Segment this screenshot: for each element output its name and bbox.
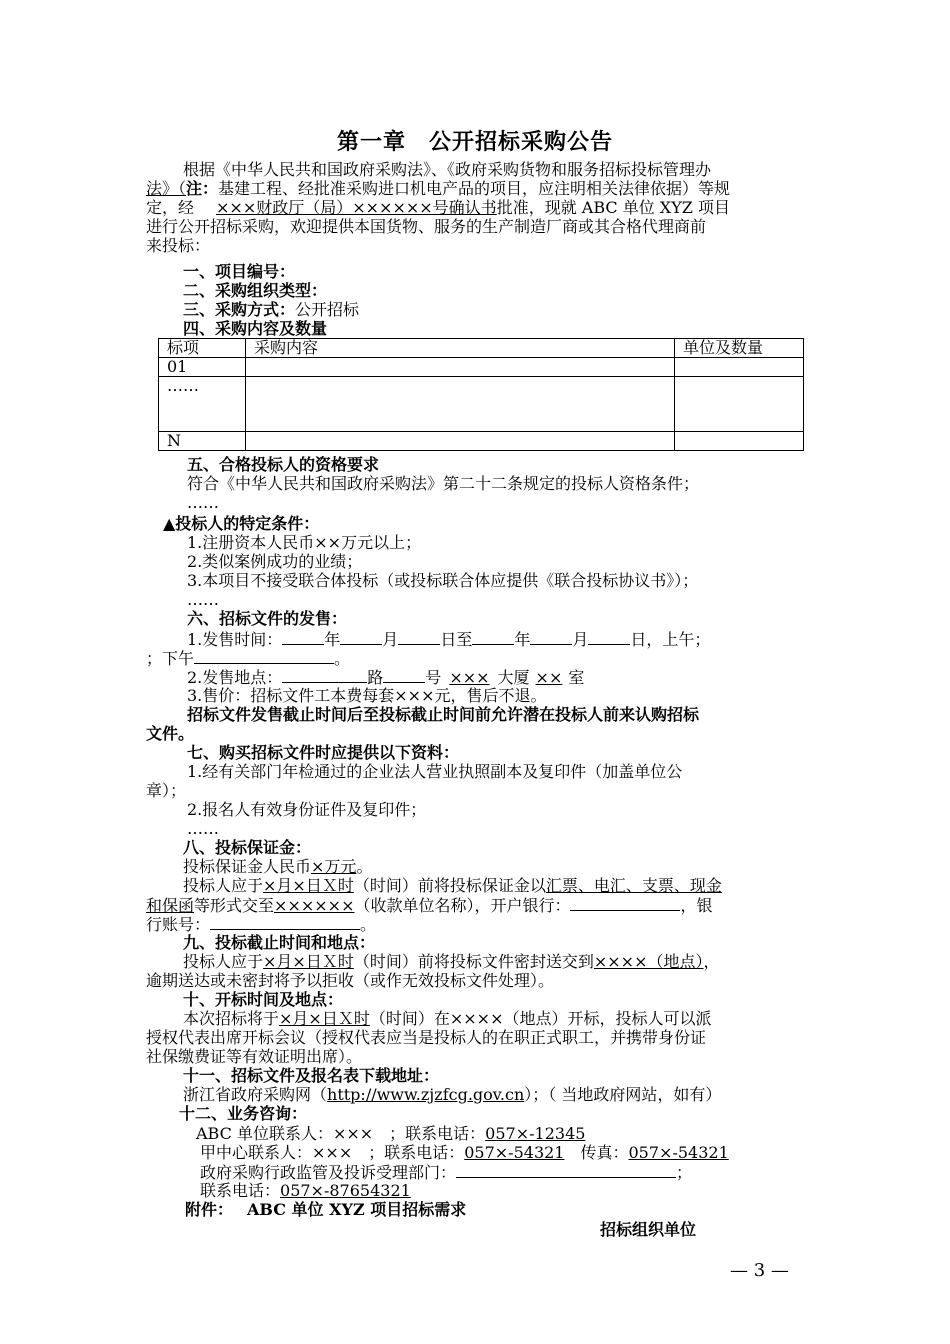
table-cell — [675, 377, 804, 432]
opening-text: 本次招标将于 — [183, 1009, 280, 1028]
address-unit: 路 — [367, 668, 384, 687]
bond-line-2 — [183, 876, 722, 895]
section-project-number: 一、项目编号： — [183, 262, 296, 281]
deadline-line-2: 逾期送达或未密封将予以拒收（或作无效投标文件处理）。 — [146, 971, 555, 990]
table-cell — [246, 377, 675, 432]
page-number: — 3 — — [730, 1260, 789, 1281]
table-cell — [246, 358, 675, 377]
address-value: ××× — [449, 668, 490, 687]
table-row — [159, 432, 804, 451]
table-cell: …… — [159, 377, 246, 432]
intro-line-4: 进行公开招标采购，欢迎提供本国货物、服务的生产制造厂商或其合格代理商前 — [146, 217, 707, 236]
material-item: 1.经有关部门年检通过的企业法人营业执照副本及复印件（加盖单位公 — [187, 762, 683, 781]
intro-text: 批准，现就 ABC 单位 XYZ 项目 — [496, 198, 730, 217]
table-row — [159, 377, 804, 432]
contact-text: 政府采购行政监管及投诉受理部门： — [200, 1163, 457, 1182]
opening-line-3: 社保缴费证等有效证明出席）。 — [146, 1047, 363, 1066]
chapter-title: 第一章 公开招标采购公告 — [336, 130, 613, 155]
law-name: 法》（ — [146, 179, 187, 198]
sale-time-line — [187, 629, 710, 649]
section-business-inquiry: 十二、业务咨询： — [179, 1104, 308, 1123]
date-unit: 日至 — [440, 630, 473, 649]
method-value: 公开招标 — [295, 300, 360, 319]
blank-field — [194, 648, 334, 664]
date-unit: 月 — [572, 630, 589, 649]
blank-field — [456, 1162, 676, 1178]
deadline-text: （时间）前将投标文件密封送交到 — [353, 952, 594, 971]
punctuation: 。 — [356, 857, 373, 876]
bond-text: 投标保证金人民币 — [183, 857, 312, 876]
bond-text: 投标人应于 — [183, 876, 264, 895]
phone-number: 057×-54321 — [464, 1143, 565, 1162]
date-unit: 月 — [382, 630, 399, 649]
table-header: 采购内容 — [246, 339, 675, 358]
download-line — [183, 1085, 721, 1104]
sale-time-line-2 — [146, 648, 350, 668]
download-text: ）；（ 当地政府网站，如有） — [524, 1085, 722, 1104]
blank-field — [340, 629, 382, 645]
material-ellipsis: …… — [187, 819, 219, 838]
contact-text: 联系电话： — [200, 1181, 281, 1200]
table-row — [159, 358, 804, 377]
special-condition: 1.注册资本人民币××万元以上； — [187, 533, 422, 552]
intro-line-3 — [146, 198, 730, 217]
material-item: 2.报名人有效身份证件及复印件； — [187, 800, 427, 819]
items-table — [158, 338, 804, 451]
approval-document: ×××财政厅（局）××××××号确认书 — [216, 198, 497, 217]
method-label: 三、采购方式： — [183, 300, 296, 319]
table-cell: 01 — [159, 358, 246, 377]
punctuation: 。 — [334, 649, 351, 668]
note-text: 基建工程、经批准采购进口机电产品的项目，应注明相关法律依据）等规 — [218, 179, 731, 198]
payment-methods: 汇票、电汇、支票、现金 — [545, 876, 722, 895]
contact-line-4 — [200, 1181, 411, 1200]
blank-field — [282, 667, 367, 683]
intro-line-1: 根据《中华人民共和国政府采购法》、《政府采购货物和服务招标投标管理办 — [183, 160, 712, 179]
bond-text: （收款单位名称），开户银行： — [354, 896, 571, 915]
table-header: 标项 — [159, 339, 246, 358]
section-document-sale: 六、招标文件的发售： — [187, 609, 348, 628]
payee-name: ×××××× — [274, 896, 355, 915]
sale-price-line: 3.售价：招标文件工本费每套×××元，售后不退。 — [187, 686, 547, 705]
section-bid-deadline: 九、投标截止时间和地点： — [183, 933, 376, 952]
opening-text: （时间）在××××（地点）开标，投标人可以派 — [369, 1009, 712, 1028]
intro-text: 定，经 — [146, 198, 195, 217]
intro-line-2 — [146, 179, 730, 198]
date-unit: 年 — [514, 630, 531, 649]
note-label: 注： — [186, 179, 219, 198]
table-cell — [246, 432, 675, 451]
section-content-quantity: 四、采购内容及数量 — [183, 319, 328, 338]
sale-location-line — [187, 667, 584, 687]
blank-field — [472, 629, 514, 645]
blank-field — [210, 914, 360, 930]
date-unit: 年 — [324, 630, 341, 649]
bond-line-3 — [146, 895, 713, 915]
punctuation: 。 — [360, 915, 377, 934]
address-value: ×× — [535, 668, 563, 687]
table-header: 单位及数量 — [675, 339, 804, 358]
contact-line-2 — [200, 1143, 729, 1162]
sale-note-line-1: 招标文件发售截止时间后至投标截止时间前允许潜在投标人前来认购招标 — [187, 705, 700, 724]
special-conditions-title: ▲投标人的特定条件： — [163, 514, 320, 533]
deadline-text: 投标人应于 — [183, 952, 264, 971]
special-condition: 3.本项目不接受联合体投标（或投标联合体应提供《联合投标协议书》）； — [187, 571, 699, 590]
contact-text: 传真： — [564, 1143, 629, 1162]
bond-text: ，银 — [680, 896, 713, 915]
signature: 招标组织单位 — [600, 1220, 697, 1239]
opening-line-2: 授权代表出席开标会议（授权代表应当是投标人的在职正式职工，并携带身份证 — [146, 1028, 707, 1047]
bond-text: （时间）前将投标保证金以 — [353, 876, 546, 895]
deadline-time: ×月×日Ｘ时 — [263, 952, 354, 971]
qualification-ellipsis: …… — [187, 493, 219, 512]
account-label: 行账号： — [146, 915, 211, 934]
punctuation: ； — [676, 1163, 693, 1182]
download-text: 浙江省政府采购网（ — [183, 1085, 328, 1104]
phone-number: 057×-87654321 — [280, 1181, 411, 1200]
blank-field — [398, 629, 440, 645]
contact-line-1 — [196, 1124, 585, 1143]
qualification-text: 符合《中华人民共和国政府采购法》第二十二条规定的投标人资格条件； — [187, 474, 700, 493]
bond-deadline: ×月×日Ｘ时 — [263, 876, 354, 895]
punctuation: ， — [703, 952, 720, 971]
attachment-label: 附件： — [185, 1200, 234, 1219]
blank-field — [588, 629, 630, 645]
table-cell — [675, 432, 804, 451]
blank-field — [530, 629, 572, 645]
bond-text: 等形式交至 — [194, 896, 275, 915]
contact-text: 甲中心联系人：××× ；联系电话： — [200, 1143, 465, 1162]
deadline-line-1 — [183, 952, 720, 971]
intro-line-5: 来投标： — [146, 236, 211, 255]
date-unit: 日，上午； — [630, 630, 711, 649]
address-unit: 号 — [425, 668, 442, 687]
procurement-website-link[interactable]: http://www.zjzfcg.gov.cn — [327, 1085, 525, 1104]
contact-text: ABC 单位联系人：××× ；联系电话： — [196, 1124, 486, 1143]
section-bid-opening: 十、开标时间及地点： — [183, 990, 344, 1009]
section-bid-bond: 八、投标保证金： — [183, 838, 312, 857]
bond-amount-line — [183, 857, 372, 876]
special-condition: 2.类似案例成功的业绩； — [187, 552, 363, 571]
bond-line-4 — [146, 914, 376, 934]
sale-note-line-2: 文件。 — [146, 724, 195, 743]
blank-field — [570, 895, 680, 911]
bond-amount: ×万元 — [311, 857, 357, 876]
afternoon-label: ；下午 — [146, 649, 195, 668]
special-condition: …… — [187, 590, 219, 609]
payment-methods: 和保函 — [146, 896, 195, 915]
deadline-location: ××××（地点） — [593, 952, 704, 971]
fax-number: 057×-54321 — [628, 1143, 729, 1162]
phone-number: 057×-12345 — [485, 1124, 586, 1143]
address-unit: 室 — [568, 668, 585, 687]
opening-time: ×月×日Ｘ时 — [279, 1009, 370, 1028]
blank-field — [383, 667, 425, 683]
section-qualification: 五、合格投标人的资格要求 — [187, 455, 380, 474]
contact-line-3 — [200, 1162, 692, 1182]
section-required-materials: 七、购买招标文件时应提供以下资料： — [187, 743, 460, 762]
opening-line-1 — [183, 1009, 711, 1028]
attachment-value: ABC 单位 XYZ 项目招标需求 — [247, 1200, 467, 1219]
section-organization-type: 二、采购组织类型： — [183, 281, 328, 300]
material-item-cont: 章）； — [146, 781, 187, 800]
section-procurement-method — [183, 300, 359, 319]
table-header-row — [159, 339, 804, 358]
table-cell — [675, 358, 804, 377]
blank-field — [282, 629, 324, 645]
section-download-address: 十一、招标文件及报名表下载地址： — [183, 1066, 440, 1085]
sale-time-label: 1.发售时间： — [187, 630, 283, 649]
sale-location-label: 2.发售地点： — [187, 668, 283, 687]
table-cell: N — [159, 432, 246, 451]
attachment-line — [185, 1200, 466, 1219]
address-unit: 大厦 — [497, 668, 530, 687]
